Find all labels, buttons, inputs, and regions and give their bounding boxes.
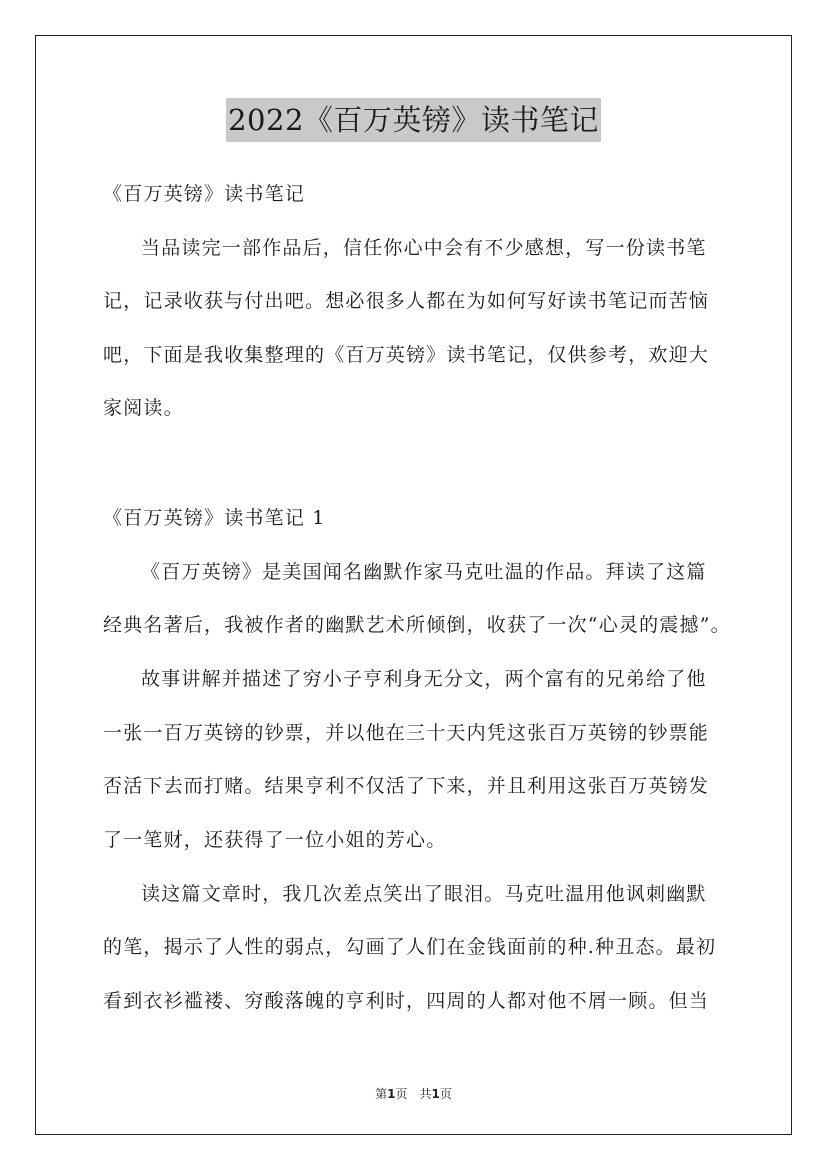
total-pages-number: 1 <box>431 1087 440 1101</box>
footer-suffix: 页 <box>439 1087 452 1101</box>
text-line: 否活下去而打赌。结果亨利不仅活了下来，并且利用这张百万英镑发 <box>103 775 710 797</box>
current-page-number: 1 <box>387 1087 396 1101</box>
text-line: 故事讲解并描述了穷小子亨利身无分文，两个富有的兄弟给了他 <box>141 668 707 690</box>
subtitle: 《百万英镑》读书笔记 <box>103 183 306 205</box>
text-line: 记，记录收获与付出吧。想必很多人都在为如何写好读书笔记而苦恼 <box>103 290 710 312</box>
text-line: 家阅读。 <box>103 397 184 419</box>
text-line: 当品读完一部作品后，信任你心中会有不少感想，写一份读书笔 <box>141 237 707 259</box>
text-line: 的笔，揭示了人性的弱点，勾画了人们在金钱面前的种.种丑态。最初 <box>103 936 717 958</box>
page-footer <box>0 1085 827 1102</box>
section-heading: 《百万英镑》读书笔记 1 <box>103 507 326 529</box>
text-line: 看到衣衫褴褛、穷酸落魄的亨利时，四周的人都对他不屑一顾。但当 <box>103 990 710 1012</box>
text-line: 了一笔财，还获得了一位小姐的芳心。 <box>103 829 447 851</box>
text-line: 经典名著后，我被作者的幽默艺术所倾倒，收获了一次“心灵的震撼”。 <box>103 614 731 636</box>
text-line: 吧，下面是我收集整理的《百万英镑》读书笔记，仅供参考，欢迎大 <box>103 344 710 366</box>
title-container <box>0 98 827 142</box>
footer-prefix: 第 <box>375 1087 388 1101</box>
footer-mid: 页 共 <box>395 1087 432 1101</box>
text-line: 《百万英镑》是美国闻名幽默作家马克吐温的作品。拜读了这篇 <box>141 561 707 583</box>
text-line: 一张一百万英镑的钞票，并以他在三十天内凭这张百万英镑的钞票能 <box>103 722 710 744</box>
document-title: 2022《百万英镑》读书笔记 <box>226 98 601 142</box>
text-line: 读这篇文章时，我几次差点笑出了眼泪。马克吐温用他讽刺幽默 <box>141 883 707 905</box>
